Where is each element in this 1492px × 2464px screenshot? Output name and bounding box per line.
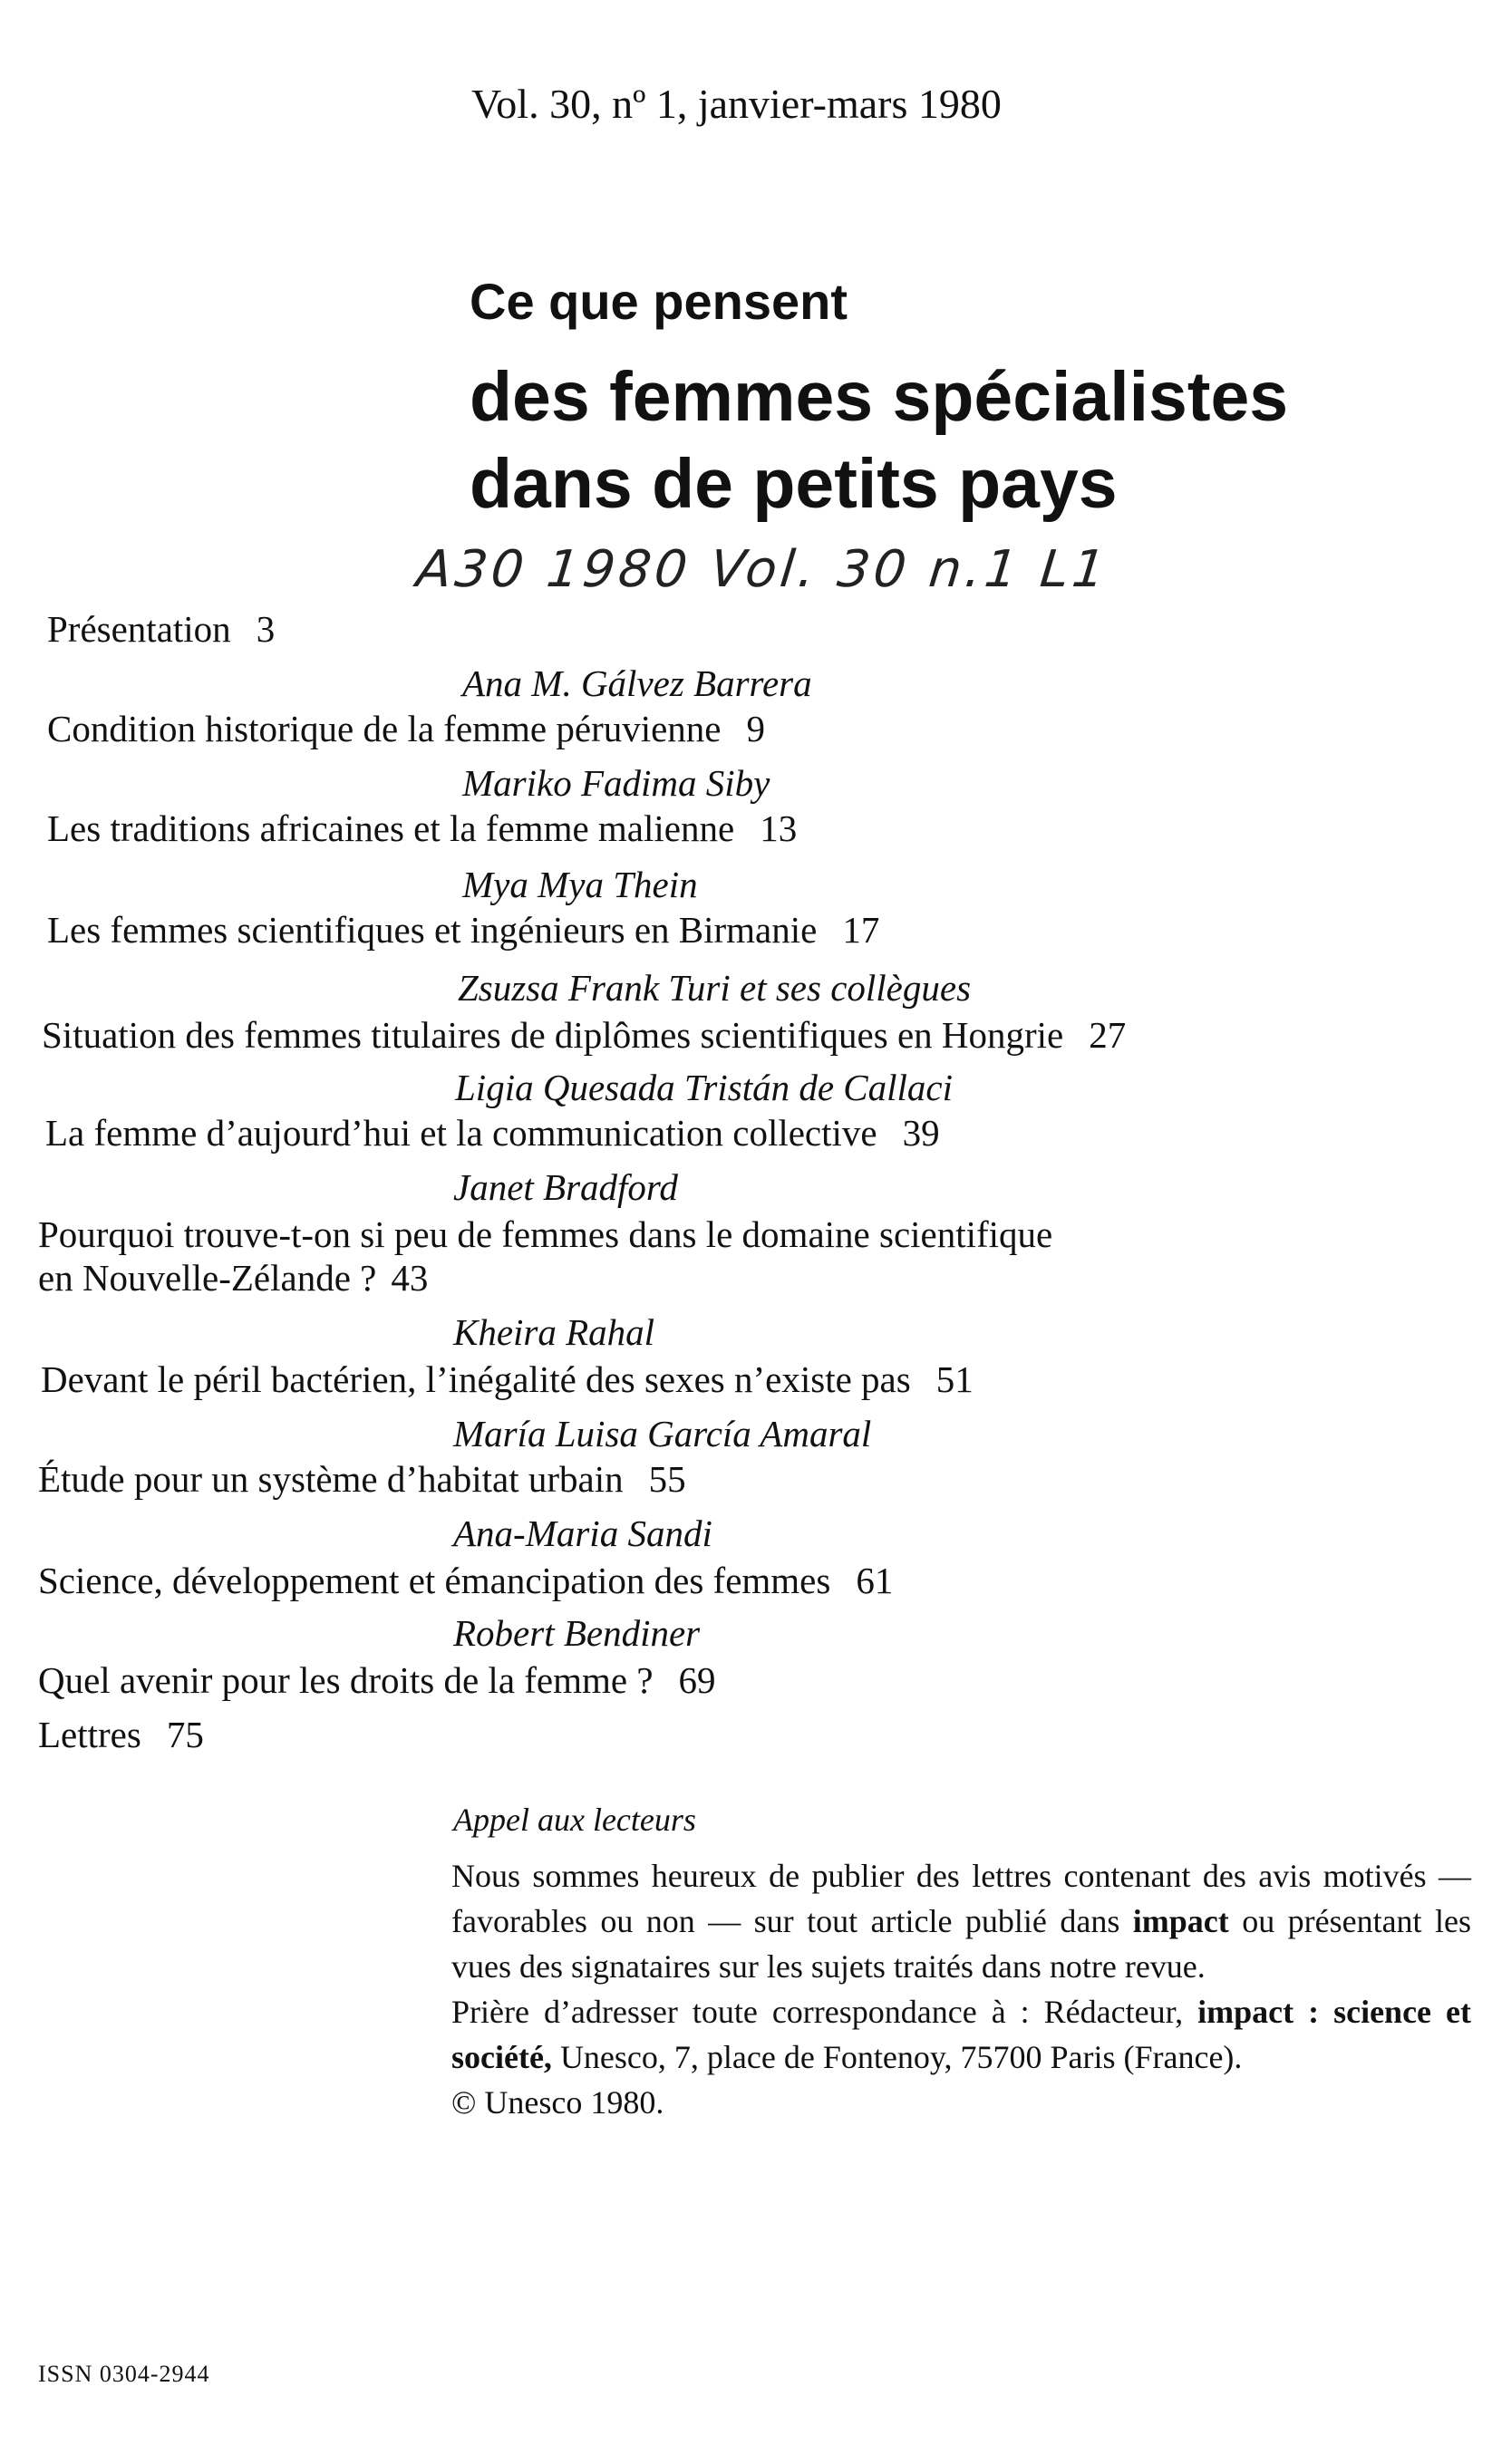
- toc-page: 13: [760, 807, 798, 849]
- issue-volume-line: Vol. 30, nº 1, janvier-mars 1980: [471, 81, 1002, 127]
- toc-page: 9: [746, 708, 766, 749]
- toc-title: Lettres: [38, 1714, 141, 1755]
- title-line-1: Ce que pensent: [470, 273, 848, 330]
- appel-heading: Appel aux lecteurs: [453, 1802, 696, 1838]
- toc-entry[interactable]: [47, 807, 797, 850]
- toc-title: Les femmes scientifiques et ingénieurs en Birmanie: [47, 909, 818, 951]
- toc-author: Ana M. Gálvez Barrera: [462, 662, 812, 704]
- issn-number: ISSN 0304-2944: [38, 2361, 210, 2387]
- toc-entry[interactable]: [41, 1358, 974, 1401]
- toc-author: Robert Bendiner: [453, 1612, 701, 1654]
- toc-title: Présentation: [47, 608, 231, 650]
- toc-page: 61: [856, 1560, 894, 1601]
- toc-author: Kheira Rahal: [453, 1311, 655, 1353]
- toc-author: Mya Mya Thein: [462, 864, 698, 905]
- toc-author: Janet Bradford: [453, 1166, 678, 1208]
- toc-title-continued: en Nouvelle-Zélande ?: [38, 1257, 377, 1299]
- toc-entry[interactable]: [38, 1658, 716, 1702]
- toc-page: 75: [166, 1714, 204, 1755]
- toc-title: Devant le péril bactérien, l’inégalité des sexes n’existe pas: [41, 1358, 911, 1400]
- toc-page: 17: [842, 909, 880, 951]
- toc-page: 3: [256, 608, 276, 650]
- toc-page: 55: [648, 1458, 686, 1500]
- title-main: [470, 353, 1288, 527]
- toc-title: La femme d’aujourd’hui et la communication collective: [45, 1112, 877, 1154]
- toc-entry[interactable]: [45, 1111, 940, 1155]
- toc-entry[interactable]: [47, 908, 879, 952]
- toc-author: Mariko Fadima Siby: [462, 762, 770, 804]
- toc-author: Ligia Quesada Tristán de Callaci: [455, 1067, 953, 1108]
- toc-entry[interactable]: [47, 707, 765, 750]
- toc-entry[interactable]: [38, 1559, 893, 1602]
- toc-entry[interactable]: [38, 1213, 1052, 1300]
- toc-entry[interactable]: [42, 1013, 1126, 1057]
- toc-entry-presentation[interactable]: [47, 607, 275, 651]
- handwritten-annotation: A30 1980 Vol. 30 n.1 L1: [413, 540, 1112, 599]
- toc-page: 51: [935, 1358, 974, 1400]
- toc-title: Les traditions africaines et la femme malienne: [47, 807, 735, 849]
- toc-author: Ana-Maria Sandi: [453, 1512, 712, 1554]
- toc-title: Étude pour un système d’habitat urbain: [38, 1458, 624, 1500]
- appel-body: [451, 1853, 1471, 2125]
- toc-title: Pourquoi trouve-t-on si peu de femmes dans le domaine scientifique: [38, 1213, 1053, 1255]
- title-line-2: des femmes spécialistes: [470, 358, 1289, 436]
- copyright-line: © Unesco 1980.: [451, 2084, 664, 2121]
- toc-page: 43: [391, 1257, 429, 1299]
- journal-name: impact: [1132, 1903, 1229, 1939]
- toc-page: 27: [1089, 1014, 1127, 1056]
- toc-entry[interactable]: [38, 1457, 686, 1501]
- journal-name: impact : science et société,: [451, 1994, 1471, 2075]
- toc-page: 69: [678, 1659, 716, 1701]
- toc-title: Quel avenir pour les droits de la femme ?: [38, 1659, 654, 1701]
- toc-author: María Luisa García Amaral: [453, 1413, 872, 1454]
- toc-title: Situation des femmes titulaires de diplômes scientifiques en Hongrie: [42, 1014, 1064, 1056]
- toc-page: 39: [902, 1112, 940, 1154]
- toc-author: Zsuzsa Frank Turi et ses collègues: [458, 967, 972, 1009]
- title-line-3: dans de petits pays: [470, 445, 1118, 523]
- appel-paragraph-1: Nous sommes heureux de publier des lettres contenant des avis motivés — favorables ou non — sur tout article publié dans impact ou présentant les vues des signataires sur les sujets traités dans notre revue.: [451, 1858, 1471, 1985]
- appel-paragraph-2: Prière d’adresser toute correspondance à : Rédacteur, impact : science et société, Unesco, 7, place de Fontenoy, 75700 Paris (France).: [451, 1994, 1471, 2075]
- toc-entry-lettres[interactable]: [38, 1713, 204, 1756]
- toc-title: Condition historique de la femme péruvienne: [47, 708, 722, 749]
- toc-title: Science, développement et émancipation des femmes: [38, 1560, 831, 1601]
